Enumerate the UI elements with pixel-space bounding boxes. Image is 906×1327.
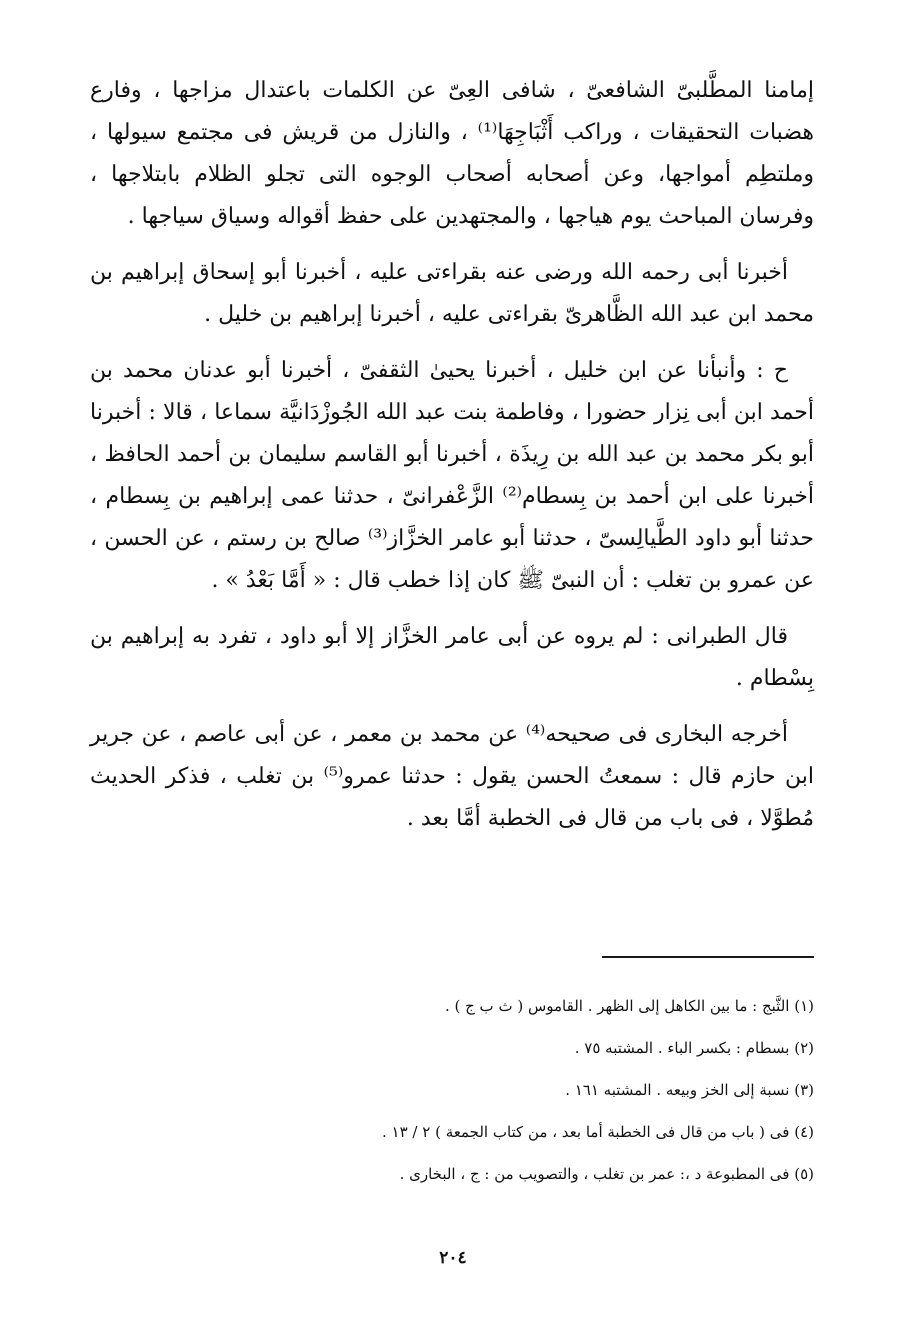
page-number: ٢٠٤ <box>439 1248 467 1268</box>
paragraph-isnad-1: أخبرنا أبى رحمه الله ورضى عنه بقراءتى عليه ، أخبرنا أبو إسحاق إبراهيم بن محمد ابن عبد الله الظَّاهرىّ بقراءتى عليه ، أخبرنا إبراهيم بن خليل . <box>90 260 814 327</box>
footnote-2: (٢) بسطام : بكسر الباء . المشتبه ٧٥ . <box>574 1039 814 1057</box>
footnote-4: (٤) فى ( باب من قال فى الخطبة أما بعد ، من كتاب الجمعة ) ٢ / ١٣ . <box>381 1123 814 1141</box>
footnotes <box>90 996 814 1206</box>
main-text <box>90 70 814 854</box>
paragraph-tabarani: قال الطبرانى : لم يروه عن أبى عامر الخزَّاز إلا أبو داود ، تفرد به إبراهيم بن بِسْطام . <box>90 624 814 691</box>
paragraph-bukhari: أخرجه البخارى فى صحيحه⁽⁴⁾ عن محمد بن معمر ، عن أبى عاصم ، عن جرير ابن حازم قال : سمعتُ الحسن يقول : حدثنا عمرو⁽⁵⁾ بن تغلب ، فذكر الحديث مُطوَّلا ، فى باب من قال فى الخطبة أمَّا بعد . <box>90 722 814 831</box>
paragraph-isnad-2: ح : وأنبأنا عن ابن خليل ، أخبرنا يحيىٰ الثقفىّ ، أخبرنا أبو عدنان محمد بن أحمد ابن أبى نِزار حضورا ، وفاطمة بنت عبد الله الجُوزْدَانيَّة سماعا ، قالا : أخبرنا أبو بكر محمد بن عبد الله بن رِيذَة ، أخبرنا أبو القاسم سليمان بن أحمد الحافظ ، أخبرنا على ابن أحمد بن بِسطام⁽²⁾ الزَّعْفرانىّ ، حدثنا عمى إبراهيم بن بِسطام ، حدثنا أبو داود الطَّيالِسىّ ، حدثنا أبو عامر الخزَّاز⁽³⁾ صالح بن رستم ، عن الحسن ، عن عمرو بن تغلب : أن النبىّ ﷺ كان إذا خطب قال : « أَمَّا بَعْدُ » . <box>90 358 815 593</box>
footnote-5: (٥) فى المطبوعة د ،: عمر بن تغلب ، والتصويب من : ج ، البخارى . <box>399 1165 814 1183</box>
paragraph-intro: إمامنا المطَّلبىّ الشافعىّ ، شافى العِىّ عن الكلمات باعتدال مزاجها ، وفارع هضبات التحقيقات ، وراكب أَثْبَاجِهَا⁽¹⁾ ، والنازل من قريش فى مجتمع سيولها ، وملتطِم أمواجها، وعن أصحابه أصحاب الوجوه التى تجلو الظلام بابتلاجها ، وفرسان المباحث يوم هياجها ، والمجتهدين على حفظ أقواله وسياق سياجها . <box>90 78 815 229</box>
footnote-divider <box>602 956 814 958</box>
footnote-3: (٣) نسبة إلى الخز وبيعه . المشتبه ١٦١ . <box>565 1081 814 1099</box>
footnote-1: (١) الثَّبج : ما بين الكاهل إلى الظهر . القاموس ( ث ب ج ) . <box>444 997 814 1015</box>
